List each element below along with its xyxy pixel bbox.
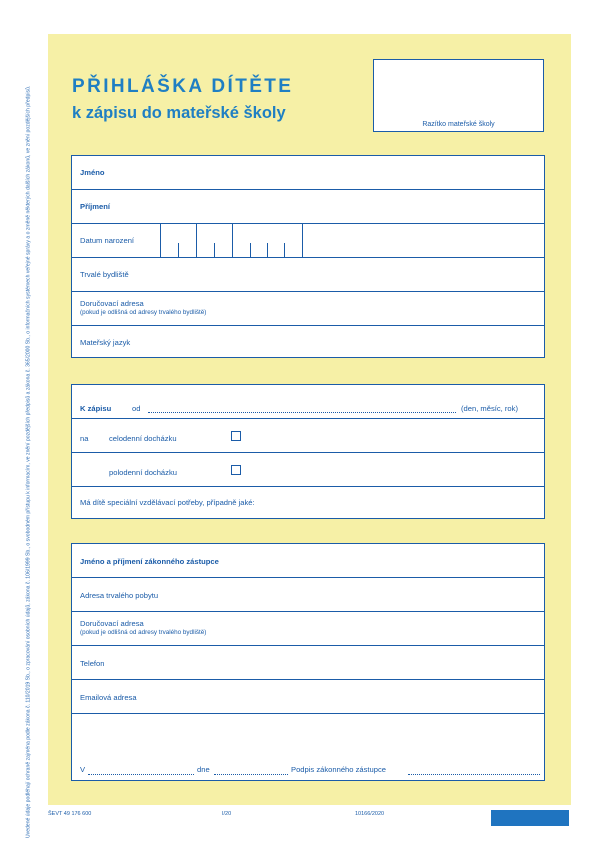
child-first-name-row[interactable] bbox=[72, 156, 544, 190]
guardian-delivery-row[interactable] bbox=[72, 612, 544, 646]
place-label: V bbox=[80, 765, 86, 774]
date-divider bbox=[160, 223, 161, 257]
residence-label: Trvalé bydliště bbox=[80, 270, 129, 279]
full-day-row bbox=[72, 419, 544, 453]
guardian-email-row[interactable] bbox=[72, 680, 544, 714]
guardian-name-row[interactable] bbox=[72, 544, 544, 578]
footer-page: I/20 bbox=[222, 811, 232, 817]
enrollment-label: K zápisu bbox=[80, 404, 112, 413]
first-name-label: Jméno bbox=[80, 168, 105, 177]
guardian-section bbox=[71, 543, 545, 781]
guardian-delivery-label bbox=[80, 619, 206, 636]
half-day-checkbox[interactable] bbox=[231, 465, 241, 475]
delivery-address-text: Doručovací adresa bbox=[80, 299, 144, 308]
delivery-address-note: (pokud je odlišná od adresy trvalého bydliště) bbox=[80, 309, 207, 316]
guardian-address-row[interactable] bbox=[72, 578, 544, 612]
child-residence-row[interactable] bbox=[72, 258, 544, 292]
footer-code: ŠEVT 49 176 600 bbox=[48, 811, 92, 817]
child-birth-date-row[interactable] bbox=[72, 224, 544, 258]
enrollment-section bbox=[71, 384, 545, 519]
footer-number: 10166/2020 bbox=[355, 811, 385, 817]
last-name-label: Příjmení bbox=[80, 202, 110, 211]
guardian-delivery-note: (pokud je odlišná od adresy trvalého bydliště) bbox=[80, 629, 207, 636]
form-title: PŘIHLÁŠKA DÍTĚTE bbox=[72, 76, 294, 97]
child-mother-tongue-row[interactable] bbox=[72, 326, 544, 359]
enrollment-date-row[interactable] bbox=[72, 385, 544, 419]
date-tick bbox=[178, 243, 179, 257]
phone-label: Telefon bbox=[80, 659, 105, 668]
place-line[interactable] bbox=[88, 774, 194, 775]
email-label: Emailová adresa bbox=[80, 693, 137, 702]
na-label: na bbox=[80, 434, 89, 443]
date-label: dne bbox=[197, 765, 210, 774]
side-legal-text: Uvedené údaje podléhají ochraně zajména podle zákona č. 110/2019 Sb., o zpracování osobních údajů, zákona č. 106/1999 Sb., o svobodném přístupu k informacím, ve znění pozdějších předpisů a zákona č. 365/2000 Sb., o informačních systémech veřejné správy a o změně některých dalších zákonů, ve znění pozdějších předpisů. bbox=[25, 85, 32, 838]
birth-date-label: Datum narození bbox=[80, 236, 135, 245]
child-section bbox=[71, 155, 545, 358]
signature-row bbox=[72, 714, 544, 782]
guardian-phone-row[interactable] bbox=[72, 646, 544, 680]
school-stamp-box[interactable] bbox=[373, 59, 544, 132]
stamp-label: Razítko mateřské školy bbox=[422, 121, 495, 128]
special-needs-label: Má dítě speciální vzdělávací potřeby, případně jaké: bbox=[80, 498, 255, 507]
enrollment-date-line[interactable] bbox=[148, 412, 456, 413]
half-day-label: polodenní docházku bbox=[109, 468, 177, 477]
full-day-label: celodenní docházku bbox=[109, 434, 177, 443]
guardian-delivery-text: Doručovací adresa bbox=[80, 619, 144, 628]
full-day-checkbox[interactable] bbox=[231, 431, 241, 441]
special-needs-row[interactable] bbox=[72, 487, 544, 520]
date-tick bbox=[267, 243, 268, 257]
delivery-address-label bbox=[80, 299, 206, 316]
signature-line[interactable] bbox=[408, 774, 540, 775]
half-day-row bbox=[72, 453, 544, 487]
child-last-name-row[interactable] bbox=[72, 190, 544, 224]
date-tick bbox=[284, 243, 285, 257]
date-line[interactable] bbox=[214, 774, 288, 775]
date-divider bbox=[232, 223, 233, 257]
guardian-name-label: Jméno a příjmení zákonného zástupce bbox=[80, 557, 219, 566]
child-delivery-address-row[interactable] bbox=[72, 292, 544, 326]
guardian-address-label: Adresa trvalého pobytu bbox=[80, 591, 159, 600]
date-tick bbox=[214, 243, 215, 257]
mother-tongue-label: Mateřský jazyk bbox=[80, 338, 131, 347]
date-tick bbox=[250, 243, 251, 257]
date-hint: (den, měsíc, rok) bbox=[461, 404, 518, 413]
signature-label: Podpis zákonného zástupce bbox=[291, 765, 386, 774]
date-divider bbox=[302, 223, 303, 257]
side-legal-note bbox=[8, 36, 50, 838]
from-label: od bbox=[132, 404, 141, 413]
date-divider bbox=[196, 223, 197, 257]
footer-color-bar bbox=[491, 810, 569, 826]
form-subtitle: k zápisu do mateřské školy bbox=[72, 104, 286, 122]
